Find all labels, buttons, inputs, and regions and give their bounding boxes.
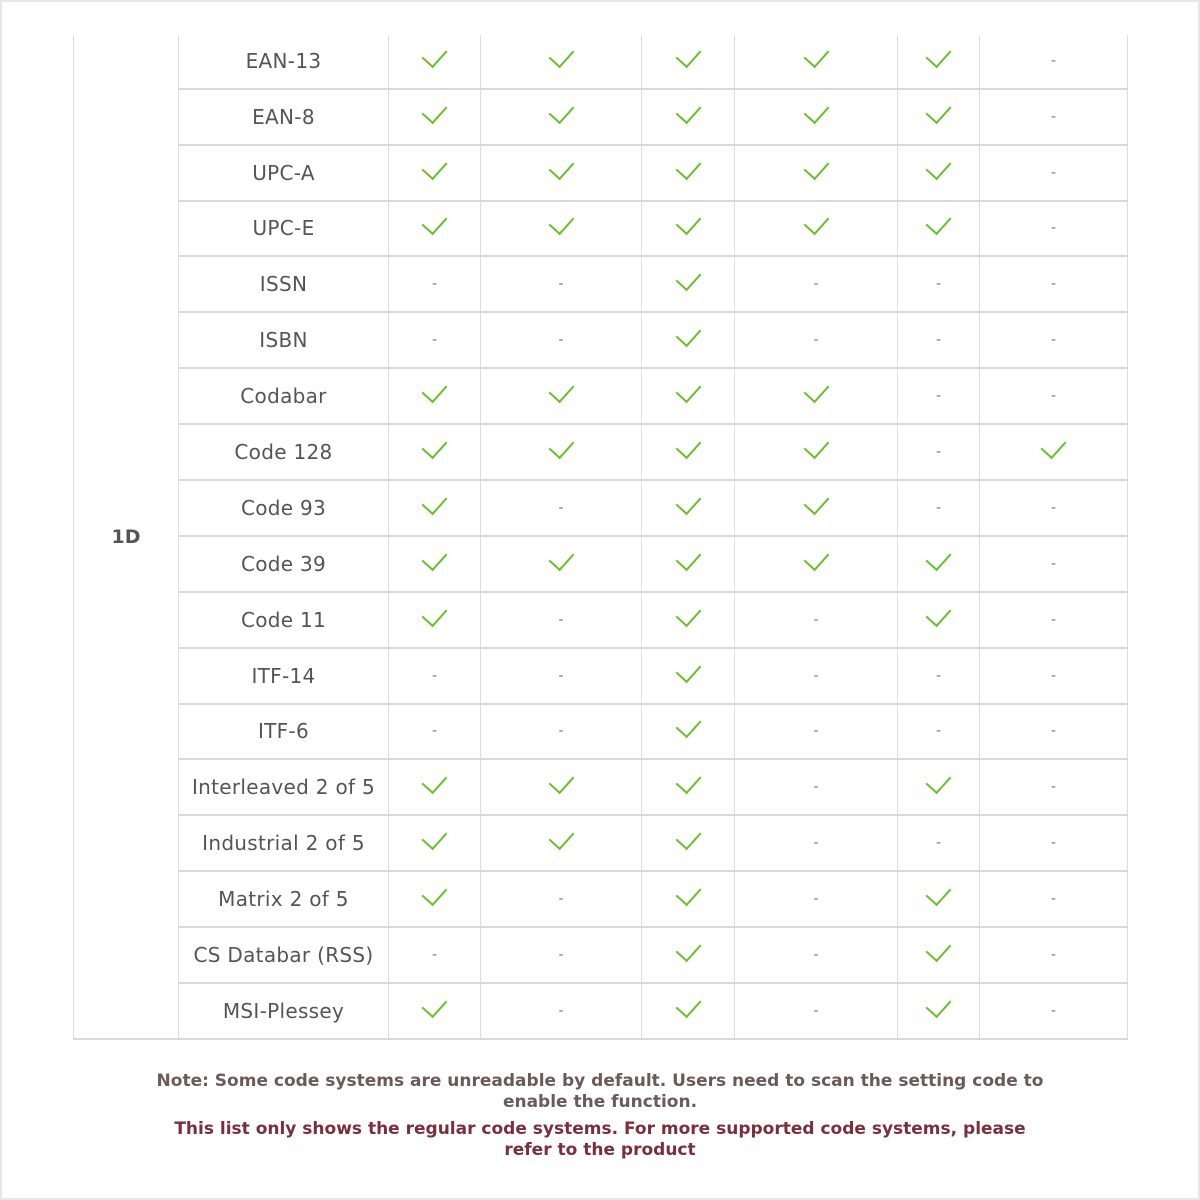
- table-row: [74, 592, 1128, 648]
- support-cell: [735, 871, 898, 927]
- support-cell: [481, 648, 642, 704]
- dash-mark: -: [1050, 835, 1057, 852]
- support-cell: [980, 89, 1128, 145]
- support-cell: [481, 312, 642, 368]
- support-cell: [389, 759, 481, 815]
- dash-mark: -: [1050, 947, 1057, 964]
- checkmark-icon: [926, 153, 952, 179]
- dash-mark: -: [1050, 499, 1057, 516]
- code-system-name: Code 39: [179, 536, 389, 592]
- support-cell: [642, 592, 735, 648]
- dash-mark: -: [1050, 276, 1057, 293]
- support-cell: [389, 35, 481, 89]
- dash-mark: -: [558, 332, 564, 349]
- support-cell: [642, 983, 735, 1039]
- support-cell: [389, 480, 481, 536]
- table-body: [74, 35, 1128, 1039]
- support-cell: [642, 815, 735, 871]
- code-support-table: [73, 35, 1128, 1040]
- dash-mark: -: [558, 667, 564, 684]
- table-row: [74, 201, 1128, 257]
- checkmark-icon: [803, 42, 829, 68]
- support-cell: [389, 145, 481, 201]
- support-cell: [735, 592, 898, 648]
- support-cell: [980, 759, 1128, 815]
- dash-mark: -: [813, 611, 819, 628]
- checkmark-icon: [548, 97, 574, 123]
- checkmark-icon: [422, 600, 448, 626]
- checkmark-icon: [548, 42, 574, 68]
- support-cell: [735, 815, 898, 871]
- checkmark-icon: [675, 600, 701, 626]
- support-cell: [898, 648, 980, 704]
- support-cell: [481, 256, 642, 312]
- dash-mark: -: [1050, 332, 1057, 349]
- checkmark-icon: [926, 42, 952, 68]
- support-cell: [389, 89, 481, 145]
- checkmark-icon: [675, 712, 701, 738]
- checkmark-icon: [926, 880, 952, 906]
- checkmark-icon: [422, 42, 448, 68]
- table-row: [74, 368, 1128, 424]
- support-cell: [898, 815, 980, 871]
- checkmark-icon: [422, 153, 448, 179]
- dash-mark: -: [813, 332, 819, 349]
- support-cell: [735, 983, 898, 1039]
- code-system-name: Code 93: [179, 480, 389, 536]
- checkmark-icon: [548, 824, 574, 850]
- table-row: [74, 424, 1128, 480]
- support-cell: [980, 871, 1128, 927]
- dash-mark: -: [558, 947, 564, 964]
- support-cell: [898, 368, 980, 424]
- dash-mark: -: [1050, 388, 1057, 405]
- support-cell: [735, 704, 898, 760]
- support-cell: [481, 480, 642, 536]
- dash-mark: -: [935, 667, 942, 684]
- support-cell: [980, 927, 1128, 983]
- dash-mark: -: [935, 835, 942, 852]
- support-cell: [642, 35, 735, 89]
- support-cell: [980, 480, 1128, 536]
- support-cell: [898, 759, 980, 815]
- support-cell: [481, 145, 642, 201]
- code-system-name: UPC-E: [179, 201, 389, 257]
- dash-mark: -: [813, 723, 819, 740]
- support-cell: [898, 704, 980, 760]
- support-cell: [980, 815, 1128, 871]
- dash-mark: -: [1050, 723, 1057, 740]
- checkmark-icon: [548, 209, 574, 235]
- code-system-name: EAN-13: [179, 35, 389, 89]
- support-cell: [389, 704, 481, 760]
- support-cell: [898, 927, 980, 983]
- table-row: [74, 704, 1128, 760]
- code-system-name: Interleaved 2 of 5: [179, 759, 389, 815]
- table-row: [74, 815, 1128, 871]
- checkmark-icon: [926, 97, 952, 123]
- support-cell: [735, 201, 898, 257]
- code-system-name: Matrix 2 of 5: [179, 871, 389, 927]
- code-system-name: Code 128: [179, 424, 389, 480]
- checkmark-icon: [422, 489, 448, 515]
- support-cell: [898, 983, 980, 1039]
- checkmark-icon: [1041, 433, 1067, 459]
- dash-mark: -: [813, 667, 819, 684]
- dash-mark: -: [558, 891, 564, 908]
- support-cell: [980, 256, 1128, 312]
- checkmark-icon: [675, 265, 701, 291]
- checkmark-icon: [422, 433, 448, 459]
- support-cell: [642, 89, 735, 145]
- checkmark-icon: [803, 97, 829, 123]
- checkmark-icon: [548, 545, 574, 571]
- dash-mark: -: [1050, 220, 1057, 237]
- checkmark-icon: [675, 992, 701, 1018]
- support-cell: [481, 983, 642, 1039]
- table-row: [74, 480, 1128, 536]
- checkmark-icon: [422, 545, 448, 571]
- checkmark-icon: [803, 545, 829, 571]
- checkmark-icon: [548, 768, 574, 794]
- dash-mark: -: [431, 667, 438, 684]
- dash-mark: -: [813, 1002, 819, 1019]
- dash-mark: -: [431, 332, 438, 349]
- support-cell: [980, 368, 1128, 424]
- dash-mark: -: [431, 276, 438, 293]
- support-cell: [980, 145, 1128, 201]
- support-cell: [735, 312, 898, 368]
- support-cell: [642, 871, 735, 927]
- support-cell: [481, 592, 642, 648]
- note-regular-code-systems: This list only shows the regular code systems. For more supported code systems, please refer to the product: [174, 1119, 1026, 1160]
- support-cell: [481, 35, 642, 89]
- dash-mark: -: [813, 947, 819, 964]
- support-cell: [389, 368, 481, 424]
- support-cell: [735, 35, 898, 89]
- checkmark-icon: [803, 377, 829, 403]
- dash-mark: -: [1050, 667, 1057, 684]
- support-cell: [735, 368, 898, 424]
- dash-mark: -: [935, 723, 942, 740]
- code-system-name: Industrial 2 of 5: [179, 815, 389, 871]
- dash-mark: -: [935, 499, 942, 516]
- checkmark-icon: [675, 545, 701, 571]
- support-cell: [980, 648, 1128, 704]
- support-cell: [898, 871, 980, 927]
- dash-mark: -: [431, 947, 438, 964]
- support-cell: [980, 536, 1128, 592]
- table-row: [74, 927, 1128, 983]
- dash-mark: -: [935, 276, 942, 293]
- support-cell: [735, 927, 898, 983]
- table-row: [74, 312, 1128, 368]
- support-cell: [642, 704, 735, 760]
- table-row: [74, 89, 1128, 145]
- support-cell: [389, 536, 481, 592]
- support-cell: [389, 983, 481, 1039]
- checkmark-icon: [675, 42, 701, 68]
- dash-mark: -: [1050, 779, 1057, 796]
- checkmark-icon: [422, 97, 448, 123]
- checkmark-icon: [803, 153, 829, 179]
- dash-mark: -: [558, 1002, 564, 1019]
- dash-mark: -: [1050, 1002, 1057, 1019]
- code-system-name: ITF-14: [179, 648, 389, 704]
- table-row: [74, 35, 1128, 89]
- checkmark-icon: [675, 656, 701, 682]
- support-cell: [735, 536, 898, 592]
- table-row: [74, 256, 1128, 312]
- checkmark-icon: [675, 209, 701, 235]
- support-cell: [898, 592, 980, 648]
- table-row: [74, 648, 1128, 704]
- dash-mark: -: [1050, 53, 1057, 70]
- checkmark-icon: [548, 153, 574, 179]
- dash-mark: -: [1050, 108, 1057, 125]
- support-cell: [481, 871, 642, 927]
- checkmark-icon: [548, 433, 574, 459]
- support-cell: [980, 35, 1128, 89]
- checkmark-icon: [675, 321, 701, 347]
- support-cell: [735, 759, 898, 815]
- checkmark-icon: [926, 992, 952, 1018]
- checkmark-icon: [422, 824, 448, 850]
- support-cell: [642, 424, 735, 480]
- support-cell: [735, 89, 898, 145]
- support-cell: [481, 536, 642, 592]
- support-cell: [389, 927, 481, 983]
- support-cell: [898, 536, 980, 592]
- support-cell: [735, 145, 898, 201]
- checkmark-icon: [675, 377, 701, 403]
- dash-mark: -: [558, 499, 564, 516]
- support-cell: [389, 256, 481, 312]
- support-cell: [735, 256, 898, 312]
- support-cell: [642, 201, 735, 257]
- support-cell: [898, 424, 980, 480]
- group-label: 1D: [74, 35, 179, 1039]
- support-cell: [898, 145, 980, 201]
- support-cell: [642, 536, 735, 592]
- checkmark-icon: [675, 153, 701, 179]
- dash-mark: -: [431, 723, 438, 740]
- dash-mark: -: [935, 388, 942, 405]
- support-cell: [389, 648, 481, 704]
- dash-mark: -: [813, 891, 819, 908]
- code-system-name: CS Databar (RSS): [179, 927, 389, 983]
- code-system-name: EAN-8: [179, 89, 389, 145]
- support-cell: [389, 201, 481, 257]
- support-cell: [735, 480, 898, 536]
- support-cell: [980, 424, 1128, 480]
- support-cell: [898, 201, 980, 257]
- support-cell: [389, 871, 481, 927]
- support-cell: [898, 256, 980, 312]
- checkmark-icon: [422, 209, 448, 235]
- dash-mark: -: [1050, 891, 1057, 908]
- code-system-name: Code 11: [179, 592, 389, 648]
- support-cell: [980, 201, 1128, 257]
- support-cell: [389, 312, 481, 368]
- support-cell: [980, 592, 1128, 648]
- support-cell: [481, 815, 642, 871]
- checkmark-icon: [422, 768, 448, 794]
- checkmark-icon: [926, 768, 952, 794]
- dash-mark: -: [935, 332, 942, 349]
- support-cell: [389, 815, 481, 871]
- support-cell: [481, 704, 642, 760]
- support-cell: [898, 312, 980, 368]
- support-cell: [642, 145, 735, 201]
- support-cell: [980, 704, 1128, 760]
- checkmark-icon: [926, 600, 952, 626]
- dash-mark: -: [558, 723, 564, 740]
- table-row: [74, 145, 1128, 201]
- support-cell: [898, 89, 980, 145]
- checkmark-icon: [926, 936, 952, 962]
- support-cell: [481, 368, 642, 424]
- dash-mark: -: [1050, 164, 1057, 181]
- table-row: [74, 871, 1128, 927]
- support-cell: [642, 312, 735, 368]
- support-cell: [642, 256, 735, 312]
- support-cell: [898, 480, 980, 536]
- checkmark-icon: [926, 545, 952, 571]
- support-cell: [389, 424, 481, 480]
- checkmark-icon: [675, 768, 701, 794]
- table-row: [74, 536, 1128, 592]
- code-system-name: Codabar: [179, 368, 389, 424]
- checkmark-icon: [675, 880, 701, 906]
- table-row: [74, 759, 1128, 815]
- checkmark-icon: [422, 880, 448, 906]
- checkmark-icon: [675, 433, 701, 459]
- support-cell: [481, 424, 642, 480]
- support-cell: [898, 35, 980, 89]
- support-cell: [735, 424, 898, 480]
- dash-mark: -: [813, 276, 819, 293]
- checkmark-icon: [926, 209, 952, 235]
- support-cell: [735, 648, 898, 704]
- dash-mark: -: [813, 835, 819, 852]
- table-row: [74, 983, 1128, 1039]
- support-cell: [980, 312, 1128, 368]
- support-cell: [481, 759, 642, 815]
- code-system-name: MSI-Plessey: [179, 983, 389, 1039]
- checkmark-icon: [675, 97, 701, 123]
- checkmark-icon: [548, 377, 574, 403]
- dash-mark: -: [813, 779, 819, 796]
- code-system-name: UPC-A: [179, 145, 389, 201]
- dash-mark: -: [1050, 555, 1057, 572]
- checkmark-icon: [803, 489, 829, 515]
- support-cell: [642, 368, 735, 424]
- dash-mark: -: [935, 444, 942, 461]
- support-cell: [389, 592, 481, 648]
- note-default-unreadable: Note: Some code systems are unreadable by default. Users need to scan the setting code to enable the function.: [156, 1071, 1044, 1112]
- dash-mark: -: [558, 276, 564, 293]
- code-system-name: ISSN: [179, 256, 389, 312]
- checkmark-icon: [803, 209, 829, 235]
- support-cell: [481, 89, 642, 145]
- dash-mark: -: [558, 611, 564, 628]
- checkmark-icon: [675, 824, 701, 850]
- checkmark-icon: [422, 992, 448, 1018]
- checkmark-icon: [803, 433, 829, 459]
- code-system-name: ISBN: [179, 312, 389, 368]
- support-cell: [642, 759, 735, 815]
- dash-mark: -: [1050, 611, 1057, 628]
- checkmark-icon: [675, 936, 701, 962]
- support-cell: [481, 201, 642, 257]
- code-system-name: ITF-6: [179, 704, 389, 760]
- support-cell: [642, 648, 735, 704]
- support-cell: [642, 927, 735, 983]
- checkmark-icon: [675, 489, 701, 515]
- support-cell: [642, 480, 735, 536]
- support-cell: [481, 927, 642, 983]
- support-cell: [980, 983, 1128, 1039]
- checkmark-icon: [422, 377, 448, 403]
